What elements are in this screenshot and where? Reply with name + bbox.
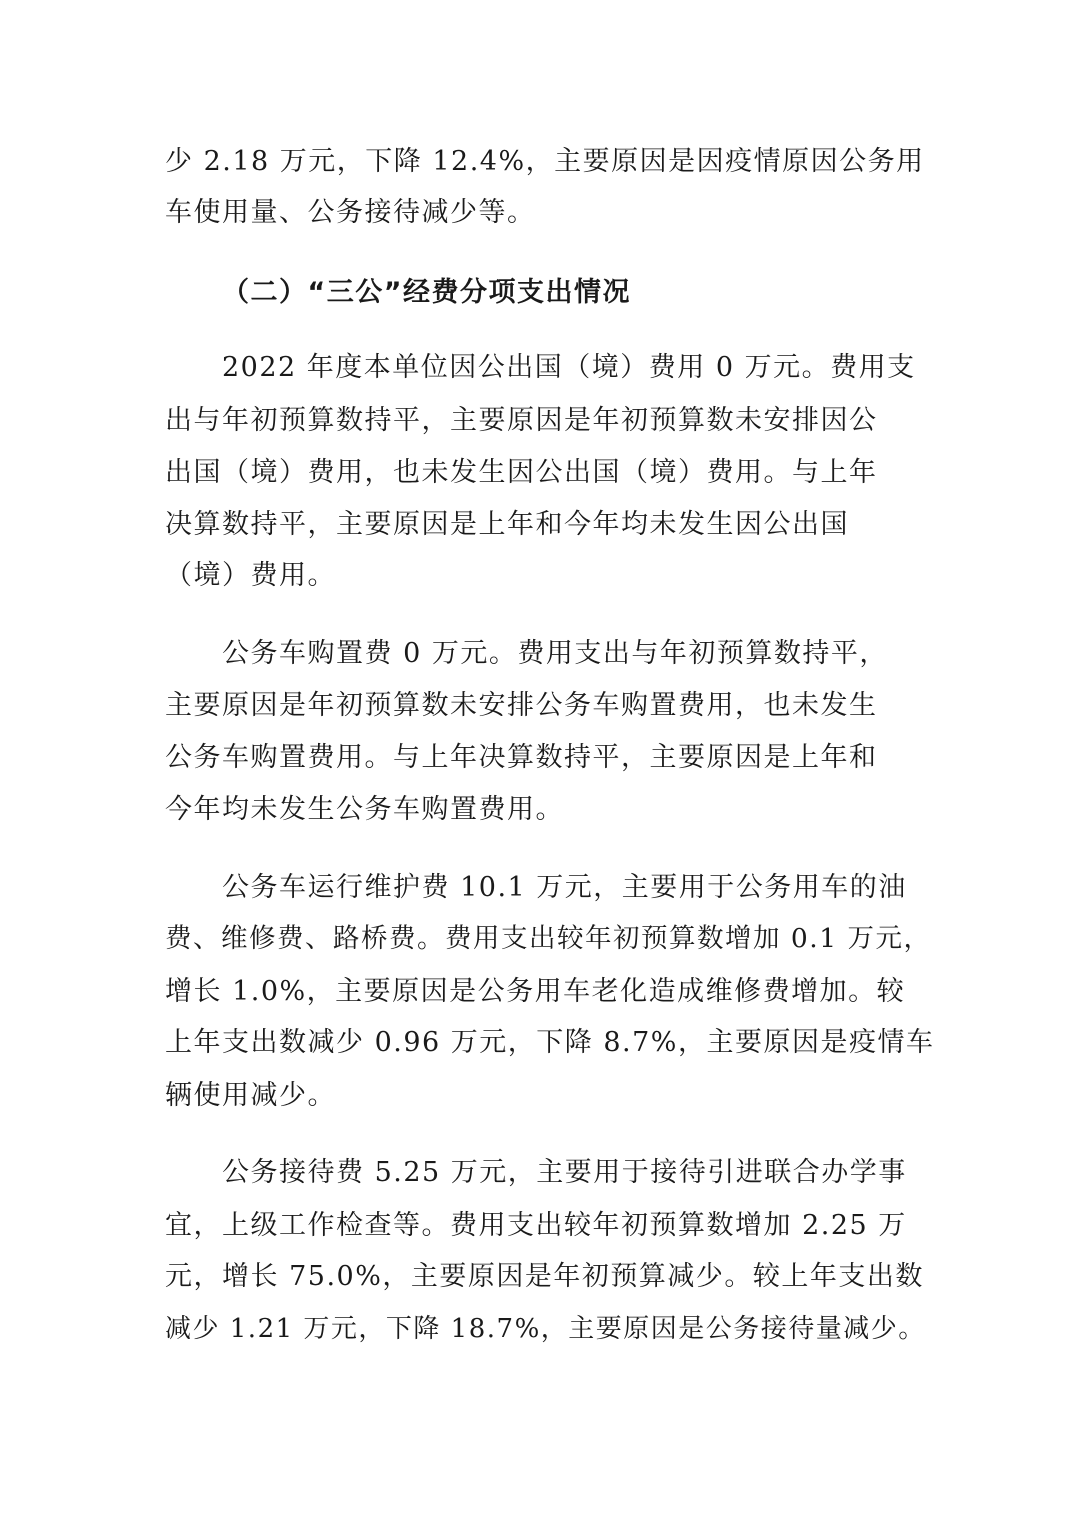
body-text-line: 公务车购置费 0 万元。费用支出与年初预算数持平， xyxy=(222,638,888,669)
body-text-line: 今年均未发生公务车购置费用。 xyxy=(165,794,564,825)
body-text-line: 主要原因是年初预算数未安排公务车购置费用，也未发生 xyxy=(165,690,878,721)
body-text-line: 出国（境）费用，也未发生因公出国（境）费用。与上年 xyxy=(165,457,878,488)
body-text-line: 费、维修费、路桥费。费用支出较年初预算数增加 0.1 万元， xyxy=(165,923,932,954)
body-text-line: 公务接待费 5.25 万元，主要用于接待引进联合办学事 xyxy=(222,1157,907,1188)
body-text-line: 决算数持平，主要原因是上年和今年均未发生因公出国 xyxy=(165,509,849,540)
body-text-line: 2022 年度本单位因公出国（境）费用 0 万元。费用支 xyxy=(222,352,916,383)
body-text-line: 车使用量、公务接待减少等。 xyxy=(165,197,536,228)
body-text-line: 公务车运行维护费 10.1 万元，主要用于公务用车的油 xyxy=(222,872,907,903)
body-text-line: （境）费用。 xyxy=(165,560,336,591)
body-text-line: 上年支出数减少 0.96 万元，下降 8.7%，主要原因是疫情车 xyxy=(165,1027,935,1058)
body-text-line: 宜，上级工作检查等。费用支出较年初预算数增加 2.25 万 xyxy=(165,1210,907,1241)
body-text-line: 增长 1.0%，主要原因是公务用车老化造成维修费增加。较 xyxy=(165,976,906,1007)
section-heading: （二）“三公”经费分项支出情况 xyxy=(222,277,631,308)
body-text-line: 辆使用减少。 xyxy=(165,1080,336,1111)
body-text-line: 元，增长 75.0%，主要原因是年初预算减少。较上年支出数 xyxy=(165,1261,924,1292)
body-text-line: 少 2.18 万元，下降 12.4%，主要原因是因疫情原因公务用 xyxy=(165,146,925,177)
body-text-line: 出与年初预算数持平，主要原因是年初预算数未安排因公 xyxy=(165,405,878,436)
body-text-line: 公务车购置费用。与上年决算数持平，主要原因是上年和 xyxy=(165,742,878,773)
body-text-line: 减少 1.21 万元，下降 18.7%，主要原因是公务接待量减少。 xyxy=(165,1314,926,1344)
